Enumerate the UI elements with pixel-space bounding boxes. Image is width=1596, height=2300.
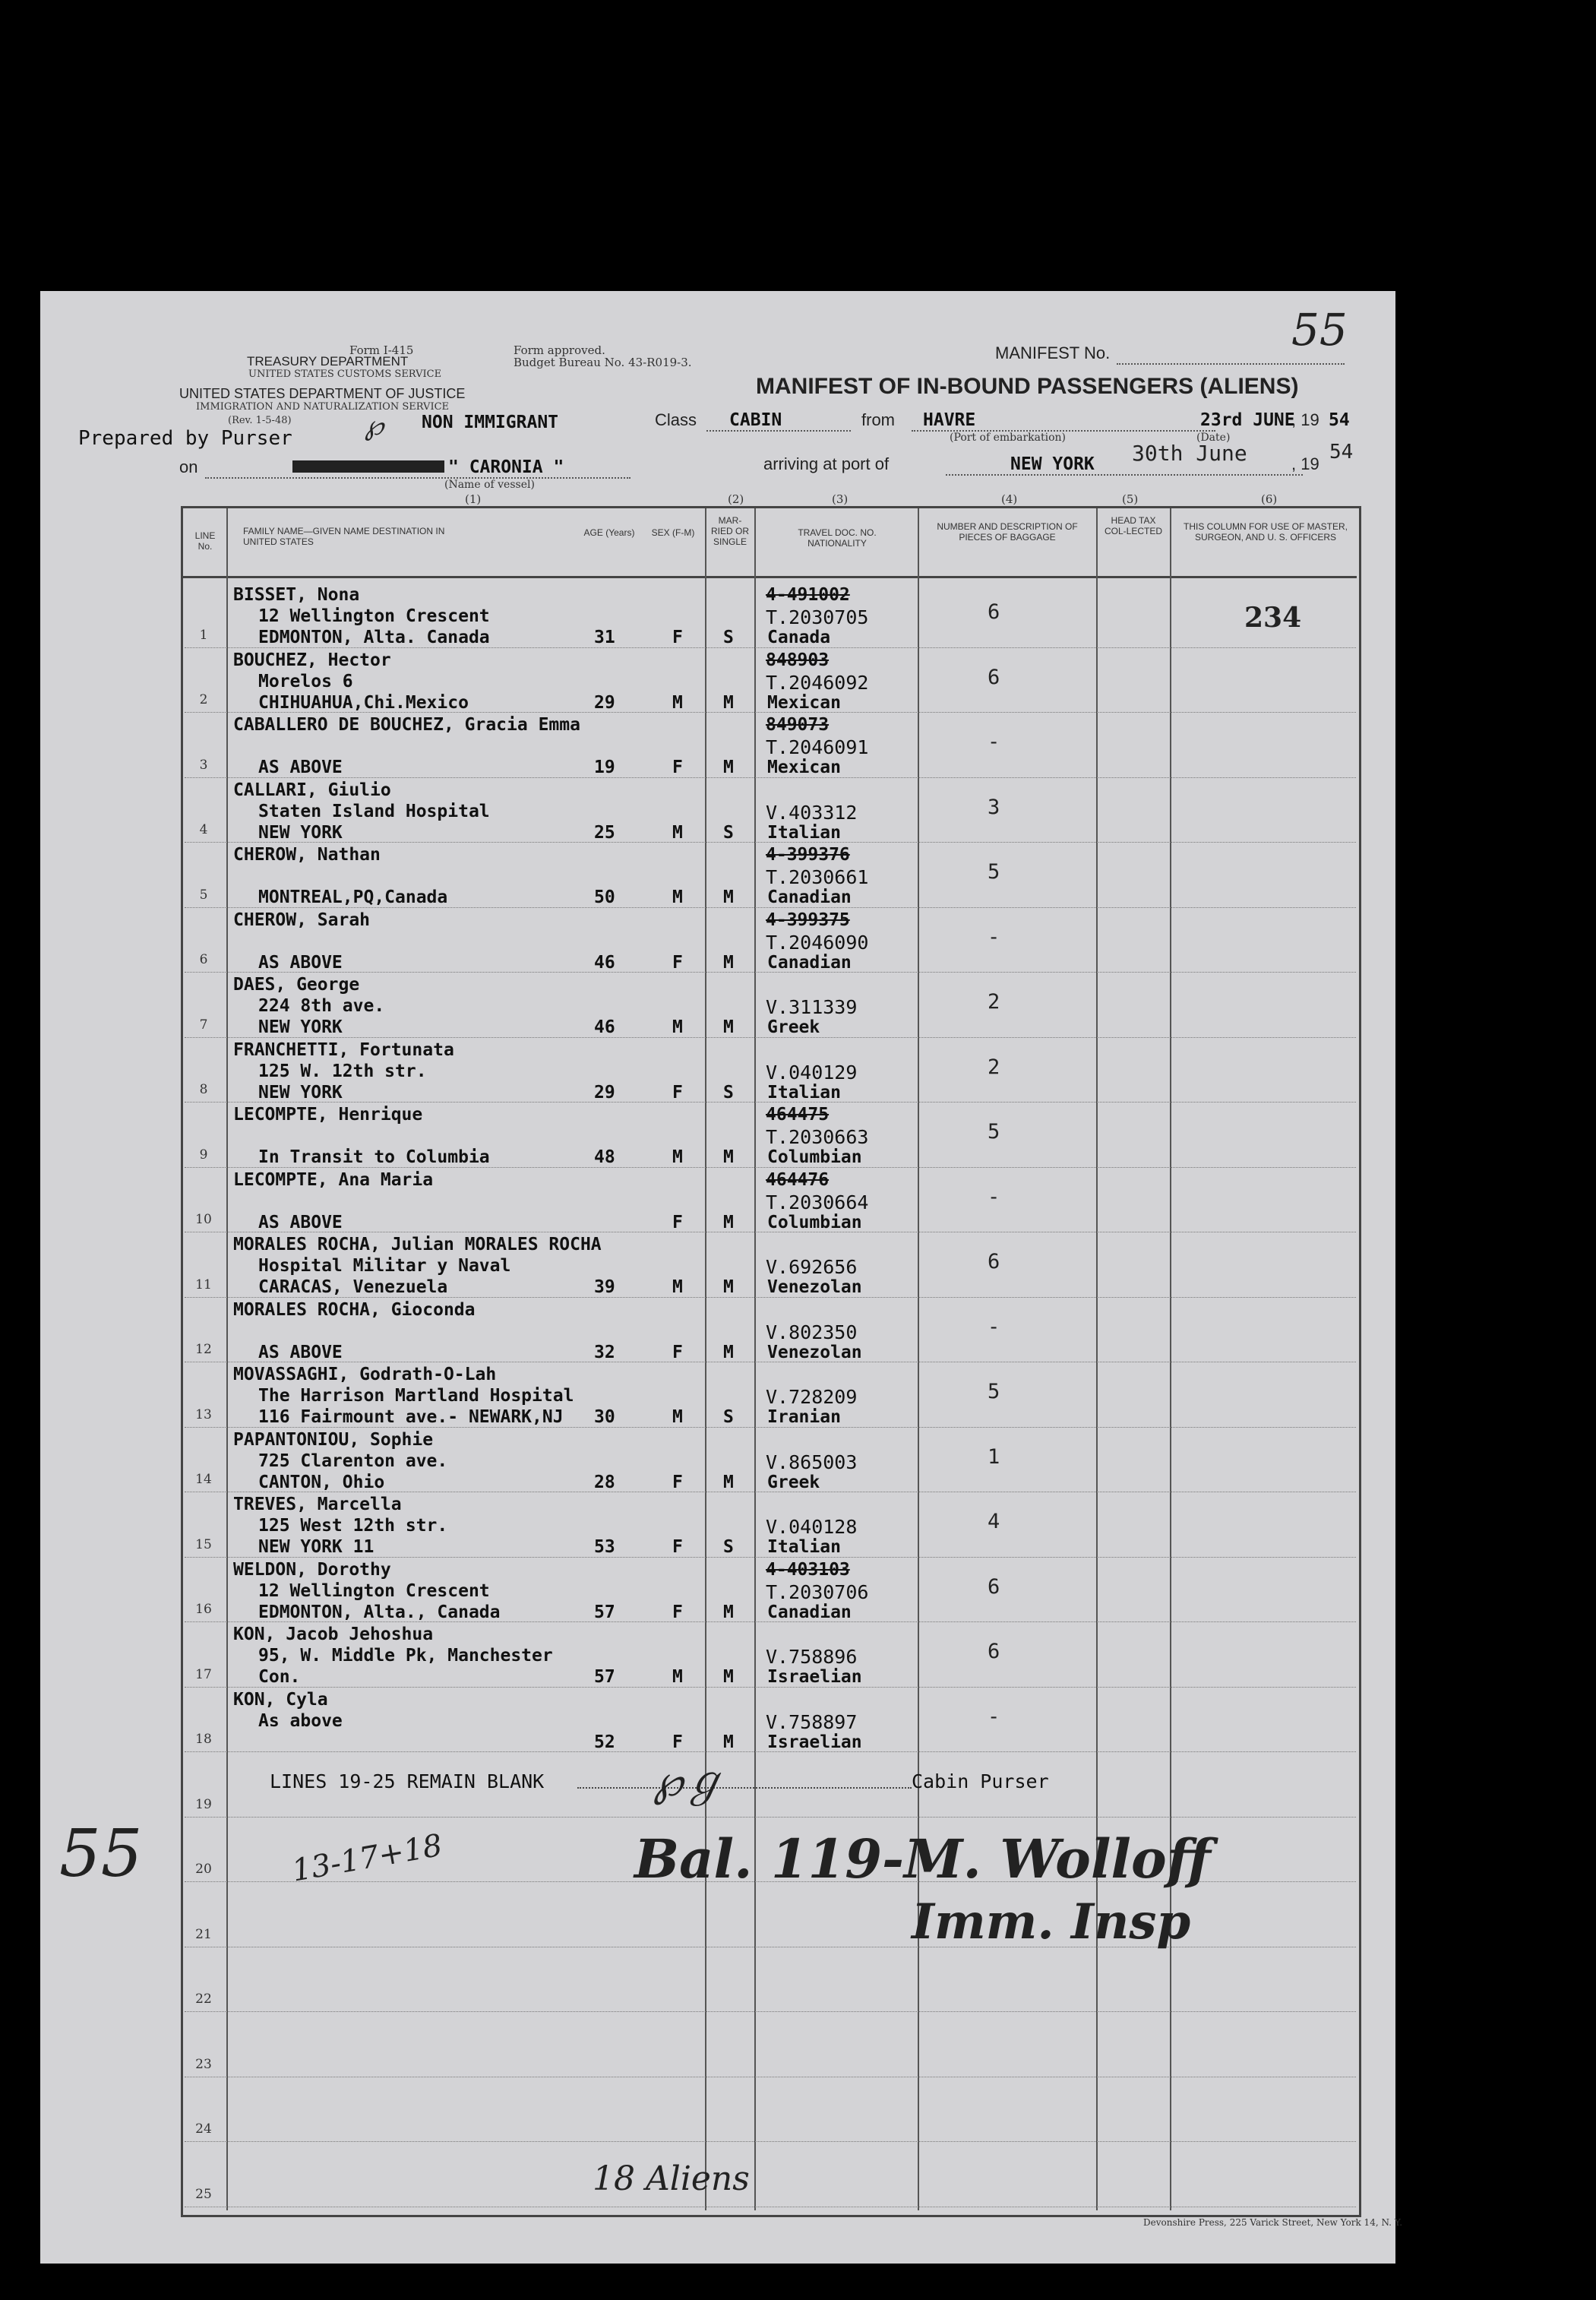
nationality: Venezolan — [767, 1342, 862, 1362]
baggage-count: - — [988, 1704, 1000, 1729]
line-number: 13 — [195, 1406, 212, 1422]
line-number: 17 — [195, 1666, 212, 1682]
passenger-name: FRANCHETTI, Fortunata — [233, 1039, 454, 1060]
passenger-address: 725 Clarenton ave. — [258, 1451, 448, 1471]
passenger-marital-status: M — [723, 1342, 734, 1362]
passenger-marital-status: M — [723, 1277, 734, 1297]
arrival-date: 30th June — [1132, 441, 1247, 466]
line-number: 11 — [195, 1277, 212, 1292]
ins-label: IMMIGRATION AND NATURALIZATION SERVICE — [196, 401, 450, 413]
baggage-count: - — [988, 1315, 1000, 1339]
treasury-dept: TREASURY DEPARTMENT — [247, 354, 409, 369]
header-rule — [181, 576, 1357, 578]
baggage-count: 5 — [988, 1380, 1000, 1403]
line-number: 19 — [195, 1796, 212, 1812]
col-divider — [705, 508, 706, 2210]
nationality: Italian — [767, 1082, 841, 1103]
passenger-marital-status: M — [723, 1212, 734, 1232]
passenger-age: 46 — [594, 952, 615, 973]
travel-doc-number: V.758897 — [766, 1710, 858, 1733]
old-travel-doc: 464475 — [766, 1105, 830, 1125]
line-number: 15 — [195, 1536, 212, 1552]
passenger-sex: F — [672, 628, 683, 647]
passenger-name: BISSET, Nona — [233, 585, 360, 605]
line-number: 23 — [195, 2056, 212, 2072]
old-travel-doc: 464476 — [766, 1169, 830, 1190]
baggage-count: 3 — [988, 795, 1000, 819]
passenger-sex: M — [672, 1667, 683, 1687]
passenger-age: 29 — [594, 692, 615, 713]
row-separator — [185, 1817, 1356, 1818]
line-number: 16 — [195, 1602, 212, 1617]
aliens-count-note: 18 Aliens — [593, 2159, 750, 2198]
col-header-headtax: HEAD TAX COL-LECTED — [1104, 515, 1162, 536]
passenger-age: 57 — [594, 1667, 615, 1687]
manifest-number: 55 — [1291, 304, 1348, 356]
prepared-by-label: Prepared by Purser — [78, 427, 292, 450]
travel-doc-number: T.2030706 — [766, 1580, 869, 1603]
handwritten-55: 55 — [59, 1816, 143, 1892]
passenger-address: As above — [258, 1710, 343, 1731]
baggage-count: 6 — [988, 665, 1000, 689]
passenger-destination: MONTREAL,PQ,Canada — [258, 887, 448, 907]
line-number: 14 — [195, 1472, 212, 1487]
passenger-marital-status: S — [723, 628, 734, 647]
date-caption: (Date) — [1196, 432, 1231, 444]
passenger-name: LECOMPTE, Henrique — [233, 1105, 423, 1125]
cabin-purser-label: Cabin Purser — [912, 1770, 1049, 1792]
nationality: Canadian — [767, 887, 852, 907]
passenger-name: KON, Cyla — [233, 1689, 328, 1710]
passenger-destination: NEW YORK 11 — [258, 1537, 375, 1557]
passenger-name: WELDON, Dorothy — [233, 1559, 391, 1580]
passenger-age: 52 — [594, 1732, 615, 1752]
nationality: Italian — [767, 822, 841, 843]
passenger-name: PAPANTONIOU, Sophie — [233, 1429, 434, 1450]
passenger-destination: 116 Fairmount ave.- NEWARK,NJ — [258, 1407, 564, 1427]
travel-doc-number: T.2030663 — [766, 1126, 869, 1148]
baggage-count: 6 — [988, 1640, 1000, 1663]
passenger-age: 50 — [594, 887, 615, 907]
travel-doc-number: V.758896 — [766, 1646, 858, 1668]
passenger-destination: NEW YORK — [258, 1082, 343, 1103]
col-num-2: (2) — [728, 492, 744, 506]
passenger-name: MORALES ROCHA, Gioconda — [233, 1299, 476, 1320]
col-divider — [226, 508, 228, 2210]
passenger-sex: M — [672, 692, 683, 713]
baggage-count: - — [988, 925, 1000, 949]
passenger-age: 53 — [594, 1537, 615, 1557]
passenger-age: 30 — [594, 1407, 615, 1427]
vessel-strikeout — [292, 460, 444, 473]
budget-bureau: Budget Bureau No. 43-R019-3. — [514, 356, 692, 369]
passenger-address: 12 Wellington Crescent — [258, 606, 490, 626]
nationality: Iranian — [767, 1407, 841, 1427]
class-value: CABIN — [729, 410, 782, 430]
travel-doc-number: T.2030661 — [766, 866, 869, 888]
travel-doc-number: V.728209 — [766, 1386, 858, 1408]
passenger-sex: F — [672, 1082, 683, 1103]
col-num-3: (3) — [832, 492, 849, 506]
line-number: 10 — [195, 1212, 212, 1227]
passenger-sex: M — [672, 822, 683, 843]
nationality: Israelian — [767, 1667, 862, 1687]
passenger-name: BOUCHEZ, Hector — [233, 650, 391, 670]
year-prefix: , 19 — [1291, 410, 1319, 429]
row-separator — [185, 2011, 1356, 2012]
passenger-destination: EDMONTON, Alta., Canada — [258, 1602, 501, 1622]
passenger-marital-status: M — [723, 1017, 734, 1037]
passenger-marital-status: M — [723, 692, 734, 713]
col-num-4: (4) — [1001, 492, 1018, 506]
travel-doc-number: V.692656 — [766, 1256, 858, 1278]
form-approved: Form approved. — [514, 343, 605, 357]
nationality: Columbian — [767, 1147, 862, 1167]
line-number: 21 — [195, 1926, 212, 1942]
passenger-destination: CHIHUAHUA,Chi.Mexico — [258, 692, 469, 713]
passenger-address: Staten Island Hospital — [258, 801, 490, 821]
col-header-travel: TRAVEL DOC. NO. NATIONALITY — [798, 527, 877, 549]
nationality: Columbian — [767, 1212, 862, 1232]
baggage-count: - — [988, 1185, 1000, 1209]
passenger-sex: F — [672, 1212, 683, 1232]
col-header-baggage: NUMBER AND DESCRIPTION OF PIECES OF BAGGAGE — [937, 521, 1078, 543]
passenger-sex: F — [672, 1602, 683, 1622]
col-divider — [754, 508, 756, 2210]
vessel-name: " CARONIA " — [448, 457, 564, 477]
baggage-count: 5 — [988, 1120, 1000, 1144]
passenger-destination: AS ABOVE — [258, 1212, 343, 1232]
col-header-age: AGE (Years) — [583, 527, 635, 538]
passenger-address: 125 W. 12th str. — [258, 1061, 427, 1081]
passenger-sex: F — [672, 1537, 683, 1557]
manifest-label: MANIFEST No. — [995, 343, 1111, 362]
travel-doc-number: T.2046092 — [766, 671, 869, 694]
col-header-married: MAR-RIED OR SINGLE — [710, 515, 749, 547]
passenger-sex: M — [672, 1277, 683, 1297]
passenger-address: 224 8th ave. — [258, 996, 385, 1016]
handwritten-line-ref: 13-17+18 — [289, 1827, 445, 1889]
passenger-destination: In Transit to Columbia — [258, 1147, 490, 1167]
travel-doc-number: V.802350 — [766, 1321, 858, 1343]
passenger-sex: M — [672, 1147, 683, 1167]
customs-service: UNITED STATES CUSTOMS SERVICE — [248, 369, 442, 380]
remain-blank-note: LINES 19-25 REMAIN BLANK — [270, 1770, 545, 1792]
nationality: Mexican — [767, 692, 841, 713]
line-number: 2 — [199, 692, 208, 707]
passenger-name: CALLARI, Giulio — [233, 780, 391, 800]
passenger-marital-status: S — [723, 1537, 734, 1557]
travel-doc-number: V.040129 — [766, 1061, 858, 1084]
passenger-name: KON, Jacob Jehoshua — [233, 1625, 434, 1644]
col-divider — [1096, 508, 1098, 2210]
nationality: Canadian — [767, 1602, 852, 1622]
passenger-name: DAES, George — [233, 975, 360, 995]
baggage-count: 5 — [988, 860, 1000, 884]
purser-initials: ℘ — [365, 410, 384, 441]
passenger-destination: EDMONTON, Alta. Canada — [258, 628, 490, 647]
passenger-sex: F — [672, 952, 683, 973]
line-number: 5 — [199, 887, 208, 903]
col-num-5: (5) — [1122, 492, 1139, 506]
baggage-count: 4 — [988, 1510, 1000, 1533]
remain-dots — [577, 1787, 912, 1789]
arriving-line — [946, 474, 1303, 476]
passenger-sex: F — [672, 758, 683, 777]
passenger-destination: Con. — [258, 1667, 301, 1687]
purser-signature: ℘ℊ — [653, 1757, 726, 1806]
arriving-port: NEW YORK — [1010, 454, 1095, 474]
travel-doc-number: V.865003 — [766, 1451, 858, 1473]
passenger-name: LECOMPTE, Ana Maria — [233, 1169, 434, 1190]
passenger-address: Hospital Militar y Naval — [258, 1256, 511, 1276]
col-header-line-no: LINE No. — [194, 530, 216, 552]
passenger-name: CHEROW, Nathan — [233, 845, 381, 865]
travel-doc-number: T.2046090 — [766, 931, 869, 954]
baggage-count: 6 — [988, 1574, 1000, 1599]
baggage-count: 6 — [988, 1250, 1000, 1273]
old-travel-doc: 849073 — [766, 715, 830, 735]
passenger-name: MOVASSAGHI, Godrath-O-Lah — [233, 1365, 497, 1384]
passenger-marital-status: M — [723, 1732, 734, 1752]
passenger-sex: F — [672, 1342, 683, 1362]
printer-imprint: Devonshire Press, 225 Varick Street, New York 14, N. Y. — [1143, 2217, 1403, 2228]
line-number: 24 — [195, 2121, 212, 2137]
line-number: 8 — [199, 1082, 208, 1097]
col-divider — [918, 508, 919, 2210]
col-num-6: (6) — [1261, 492, 1278, 506]
line-number: 12 — [195, 1342, 212, 1357]
from-label: from — [861, 410, 895, 429]
passenger-destination: AS ABOVE — [258, 758, 343, 777]
passenger-sex: M — [672, 1407, 683, 1427]
passenger-marital-status: M — [723, 1147, 734, 1167]
line-number: 18 — [195, 1732, 212, 1747]
inspector-signature: Bal. 119-M. Wolloff — [634, 1827, 1211, 1890]
passenger-destination: AS ABOVE — [258, 1342, 343, 1362]
vessel-caption: (Name of vessel) — [444, 479, 535, 491]
departure-date: 23rd JUNE — [1200, 410, 1295, 430]
passenger-age: 31 — [594, 628, 615, 647]
passenger-age: 28 — [594, 1472, 615, 1492]
nationality: Israelian — [767, 1732, 862, 1752]
passenger-age: 19 — [594, 758, 615, 777]
passenger-name: MORALES ROCHA, Julian MORALES ROCHA — [233, 1235, 602, 1254]
manifest-title: MANIFEST OF IN-BOUND PASSENGERS (ALIENS) — [756, 374, 1299, 399]
travel-doc-number: V.040128 — [766, 1516, 858, 1538]
passenger-marital-status: M — [723, 1602, 734, 1622]
passenger-destination: AS ABOVE — [258, 952, 343, 973]
old-travel-doc: 4-399375 — [766, 910, 850, 930]
arriving-label: arriving at port of — [763, 454, 890, 473]
travel-doc-number: T.2030664 — [766, 1191, 869, 1213]
line-number: 1 — [199, 627, 208, 643]
non-immigrant-label: NON IMMIGRANT — [422, 413, 559, 432]
line-number: 20 — [195, 1862, 212, 1877]
manifest-line — [1117, 363, 1345, 365]
passenger-address: 12 Wellington Crescent — [258, 1580, 490, 1601]
passenger-age: 48 — [594, 1147, 615, 1167]
rev-label: (Rev. 1-5-48) — [228, 415, 292, 426]
nationality: Canadian — [767, 952, 852, 973]
baggage-count: 6 — [988, 600, 1000, 624]
passenger-address: Morelos 6 — [258, 671, 353, 691]
passenger-marital-status: S — [723, 822, 734, 843]
travel-doc-number: V.311339 — [766, 996, 858, 1018]
nationality: Mexican — [767, 758, 841, 777]
nationality: Greek — [767, 1472, 820, 1492]
year-arrival: 54 — [1329, 441, 1354, 463]
col-header-name: FAMILY NAME—GIVEN NAME DESTINATION IN UNITED STATES — [243, 526, 445, 547]
line-number: 4 — [199, 822, 208, 837]
passenger-age: 39 — [594, 1277, 615, 1297]
baggage-count: 2 — [988, 1055, 1000, 1079]
passenger-marital-status: M — [723, 887, 734, 907]
port-caption: (Port of embarkation) — [950, 432, 1066, 444]
line-number: 7 — [199, 1017, 208, 1033]
line-number: 6 — [199, 952, 208, 967]
year-departure: 54 — [1329, 410, 1350, 430]
passenger-sex: F — [672, 1732, 683, 1752]
baggage-count: - — [988, 730, 1000, 754]
old-travel-doc: 848903 — [766, 650, 830, 670]
col-header-officers: THIS COLUMN FOR USE OF MASTER, SURGEON, AND U. S. OFFICERS — [1183, 521, 1348, 543]
passenger-marital-status: S — [723, 1082, 734, 1103]
passenger-name: CHEROW, Sarah — [233, 910, 371, 930]
baggage-count: 1 — [988, 1444, 1000, 1469]
passenger-destination: CARACAS, Venezuela — [258, 1277, 448, 1297]
passenger-age: 32 — [594, 1342, 615, 1362]
passenger-address: 95, W. Middle Pk, Manchester — [258, 1646, 553, 1666]
class-label: Class — [655, 410, 697, 429]
passenger-marital-status: M — [723, 758, 734, 777]
old-travel-doc: 4-399376 — [766, 845, 850, 865]
officer-note: 234 — [1244, 602, 1302, 634]
old-travel-doc: 4-491002 — [766, 585, 850, 605]
nationality: Canada — [767, 628, 831, 647]
passenger-marital-status: M — [723, 952, 734, 973]
passenger-age: 25 — [594, 822, 615, 843]
passenger-age: 29 — [594, 1082, 615, 1103]
col-num-1: (1) — [465, 492, 482, 506]
passenger-destination: NEW YORK — [258, 822, 343, 843]
year-prefix-2: , 19 — [1291, 454, 1319, 473]
passenger-sex: F — [672, 1472, 683, 1492]
passenger-name: CABALLERO DE BOUCHEZ, Gracia Emma — [233, 715, 580, 735]
inspector-title: Imm. Insp — [912, 1893, 1191, 1950]
passenger-address: 125 West 12th str. — [258, 1516, 448, 1536]
line-number: 3 — [199, 757, 208, 773]
nationality: Venezolan — [767, 1277, 862, 1297]
passenger-sex: M — [672, 887, 683, 907]
old-travel-doc: 4-403103 — [766, 1559, 850, 1580]
col-header-sex: SEX (F-M) — [651, 527, 695, 538]
nationality: Greek — [767, 1017, 820, 1037]
passenger-age: 57 — [594, 1602, 615, 1622]
vessel-line — [205, 477, 630, 479]
passenger-marital-status: M — [723, 1667, 734, 1687]
class-line — [706, 430, 851, 432]
travel-doc-number: T.2046091 — [766, 736, 869, 758]
travel-doc-number: V.403312 — [766, 801, 858, 824]
passenger-address: The Harrison Martland Hospital — [258, 1386, 574, 1406]
passenger-age: 46 — [594, 1017, 615, 1037]
line-number: 25 — [195, 2186, 212, 2202]
baggage-count: 2 — [988, 990, 1000, 1014]
dept-justice: UNITED STATES DEPARTMENT OF JUSTICE — [179, 386, 466, 401]
passenger-destination: NEW YORK — [258, 1017, 343, 1037]
passenger-destination: CANTON, Ohio — [258, 1472, 385, 1492]
passenger-marital-status: M — [723, 1472, 734, 1492]
travel-doc-number: T.2030705 — [766, 606, 869, 628]
line-number: 22 — [195, 1992, 212, 2007]
passenger-name: TREVES, Marcella — [233, 1495, 402, 1514]
passenger-marital-status: S — [723, 1407, 734, 1427]
from-value: HAVRE — [923, 410, 976, 430]
line-number: 9 — [199, 1147, 208, 1163]
form-number: Form I-415 — [349, 343, 414, 357]
on-label: on — [179, 457, 198, 476]
row-separator — [185, 2141, 1356, 2142]
nationality: Italian — [767, 1537, 841, 1557]
passenger-sex: M — [672, 1017, 683, 1037]
col-divider — [1170, 508, 1171, 2210]
